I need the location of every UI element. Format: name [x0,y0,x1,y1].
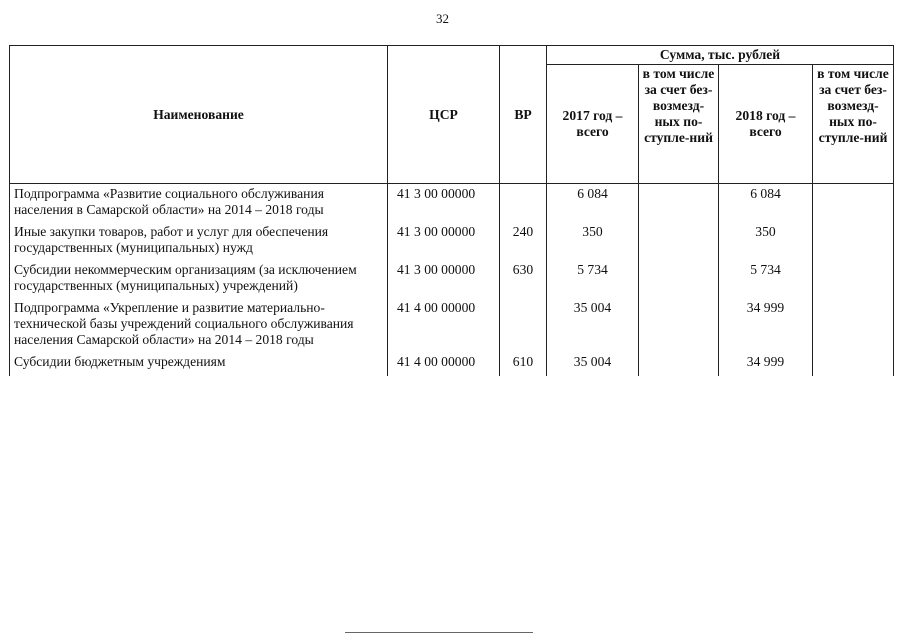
row-name: Подпрограмма «Развитие социального обслуживания населения в Самарской области» на 2014 – 2018 годы [10,184,388,225]
row-name: Субсидии бюджетным учреждениям [10,354,388,376]
row-2017-total: 6 084 [547,184,639,225]
row-csr: 41 3 00 00000 [388,262,500,300]
row-2018-total: 6 084 [719,184,813,225]
table-row [10,224,894,262]
row-2017-free [639,262,719,300]
row-vr [500,300,547,354]
page-number: 32 [436,11,449,26]
row-vr: 630 [500,262,547,300]
header-2018-total: 2018 год – всего [719,65,813,184]
row-2017-free [639,184,719,225]
row-2017-total: 5 734 [547,262,639,300]
row-vr: 610 [500,354,547,376]
header-vr: ВР [500,46,547,184]
row-2018-free [813,262,894,300]
table-row [10,262,894,300]
row-2018-total: 350 [719,224,813,262]
row-2018-total: 5 734 [719,262,813,300]
row-2017-total: 35 004 [547,300,639,354]
row-name: Подпрограмма «Укрепление и развитие материально-технической базы учреждений социального обслуживания населения Самарской области» на 2014 – 2018 годы [10,300,388,354]
row-vr [500,184,547,225]
table-row [10,354,894,376]
row-name: Иные закупки товаров, работ и услуг для обеспечения государственных (муниципальных) нужд [10,224,388,262]
row-2018-free [813,184,894,225]
header-sum-group: Сумма, тыс. рублей [547,46,894,65]
row-2017-free [639,300,719,354]
row-csr: 41 3 00 00000 [388,184,500,225]
row-2018-free [813,224,894,262]
row-2017-free [639,224,719,262]
row-2018-free [813,300,894,354]
row-2018-total: 34 999 [719,300,813,354]
row-2018-total: 34 999 [719,354,813,376]
row-csr: 41 4 00 00000 [388,300,500,354]
header-2017-free: в том числе за счет без-возмезд-ных по-ступле-ний [639,65,719,184]
header-2017-total: 2017 год – всего [547,65,639,184]
row-2018-free [813,354,894,376]
table-row [10,300,894,354]
row-2017-total: 35 004 [547,354,639,376]
budget-table [9,45,894,376]
row-csr: 41 3 00 00000 [388,224,500,262]
table-row [10,184,894,225]
row-2017-free [639,354,719,376]
row-2017-total: 350 [547,224,639,262]
header-csr: ЦСР [388,46,500,184]
row-name: Субсидии некоммерческим организациям (за исключением государственных (муниципальных) учреждений) [10,262,388,300]
header-2018-free: в том числе за счет без-возмезд-ных по-ступле-ний [813,65,894,184]
header-name: Наименование [10,46,388,184]
footer-divider [345,632,533,633]
row-vr: 240 [500,224,547,262]
row-csr: 41 4 00 00000 [388,354,500,376]
